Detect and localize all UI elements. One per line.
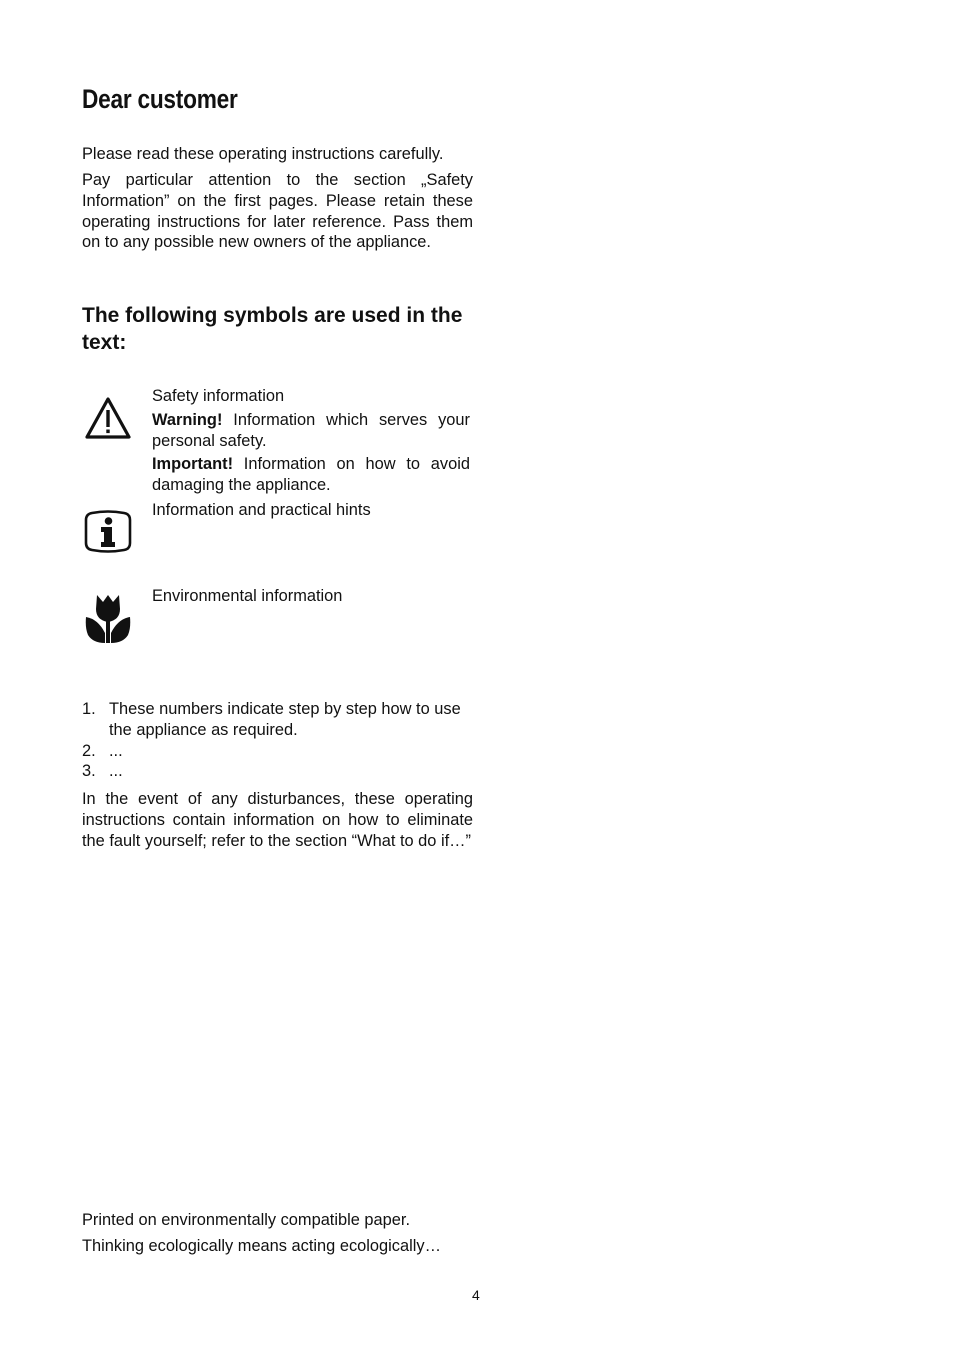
step-number: 3. (82, 762, 96, 781)
step-text: ... (109, 741, 123, 760)
list-item (82, 761, 473, 782)
intro-paragraph: Pay particular attention to the section „Safety Information” on the first pages. Please retain these operating instructions for later reference. Pass them on to any possible new owners of the appliance. (82, 171, 473, 252)
page-title: Dear customer (82, 84, 238, 114)
warning-text (152, 410, 470, 452)
important-text (152, 454, 470, 496)
list-item (82, 741, 473, 762)
step-number: 1. (82, 700, 96, 718)
symbols-heading: The following symbols are used in the text: (82, 304, 463, 354)
disturbances-paragraph: In the event of any disturbances, these operating instructions contain information on how to eliminate the fault yourself; refer to the section “What to do if…” (82, 790, 473, 850)
list-item (82, 699, 473, 741)
step-text: ... (109, 762, 123, 781)
tulip-icon (84, 593, 132, 650)
warning-description: Information which serves your personal safety. (152, 410, 470, 450)
important-label: Important! (152, 455, 234, 474)
footer-line-2: Thinking ecologically means acting ecologically… (82, 1237, 441, 1255)
footer-line-1: Printed on environmentally compatible paper. (82, 1211, 411, 1229)
important-description: Information on how to avoid damaging the appliance. (152, 455, 470, 495)
environment-info-block (152, 586, 470, 607)
step-number: 2. (82, 741, 96, 760)
warning-label: Warning! (152, 410, 223, 429)
environment-info-label: Environmental information (152, 587, 343, 605)
step-text: These numbers indicate step by step how to use the appliance as required. (109, 700, 461, 739)
info-icon (84, 510, 132, 558)
info-hints-label: Information and practical hints (152, 501, 371, 519)
steps-list (82, 699, 473, 782)
info-hints-block (152, 500, 470, 521)
page-number: 4 (472, 1287, 480, 1303)
warning-triangle-icon (84, 396, 132, 445)
safety-info-block (152, 386, 470, 496)
intro-line-1: Please read these operating instructions carefully. (82, 145, 444, 163)
safety-info-label: Safety information (152, 387, 285, 405)
